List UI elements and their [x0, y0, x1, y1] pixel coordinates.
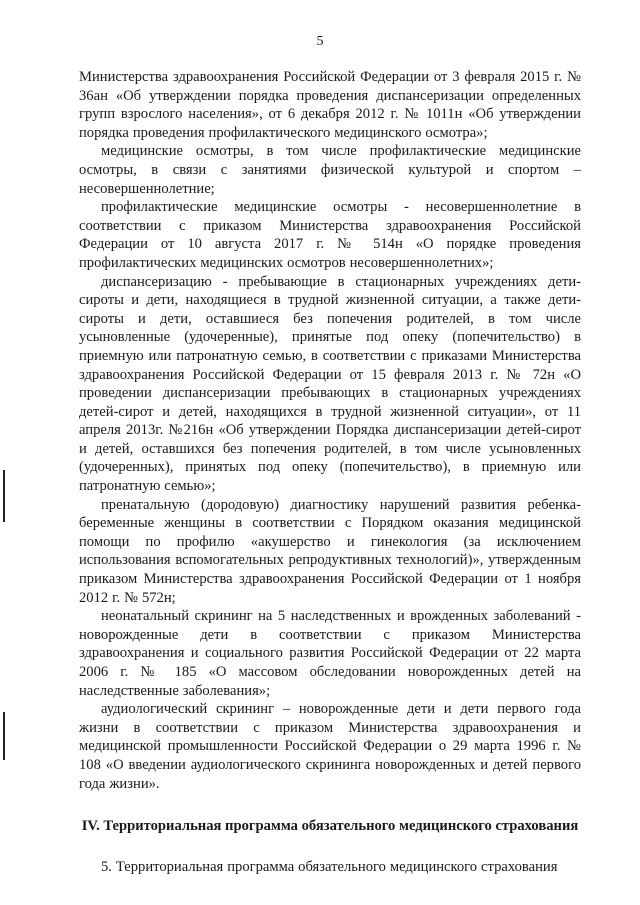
paragraph-section-5: 5. Территориальная программа обязательного медицинского страхования	[101, 858, 558, 875]
section-heading: IV. Территориальная программа обязательного медицинского страхования	[81, 818, 579, 835]
paragraph-neonatal-screening: неонатальный скрининг на 5 наследственных и врожденных заболеваний - новорожденные дети в соответствии с приказом Министерства здравоохранения и социального развития Российской Федерации от 22 марта 2006 г. № 185 «О массовом обследовании новорожденных детей на наследственные заболевания»;	[79, 608, 581, 699]
paragraph-dispensarization-orphans: диспансеризацию - пребывающие в стационарных учреждениях дети-сироты и дети, находящиеся в трудной жизненной ситуации, а также дети-сироты и дети, оставшиеся без попечения родителей, в том числе усыновленные (удочеренные), принятые под опеку (попечительство) в приемную или патронатную семью, в соответствии с приказами Министерства здравоохранения Российской Федерации от 15 февраля 2013 г. № 72н «О проведении диспансеризации пребывающих в стационарных учреждениях детей-сирот и детей, находящихся в трудной жизненной ситуации», от 11 апреля 2013г. №216н «Об утверждении Порядка диспансеризации детей-сирот и детей, оставшихся без попечения родителей, в том числе усыновленных (удочеренных), принятых под опеку (попечительство), в приемную или патронатную семью»;	[79, 273, 581, 495]
document-body	[79, 68, 581, 876]
paragraph-preventive-exams-minors: профилактические медицинские осмотры - несовершеннолетние в соответствии с приказом Министерства здравоохранения Российской Федерации от 10 августа 2017 г. № 514н «О порядке проведения профилактических медицинских осмотров несовершеннолетних»;	[79, 199, 581, 271]
paragraph-prenatal-diagnostics: пренатальную (дородовую) диагностику нарушений развития ребенка-беременные женщины в соответствии с Порядком оказания медицинской помощи по профилю «акушерство и гинекология (за исключением использования вспомогательных репродуктивных технологий)», утвержденным приказом Министерства здравоохранения Российской Федерации от 1 ноября 2012 г. № 572н;	[79, 496, 581, 606]
page-number: 5	[316, 34, 324, 49]
scan-mark-top	[3, 470, 5, 522]
scan-mark-bottom	[3, 712, 5, 760]
paragraph-audiological-screening: аудиологический скрининг – новорожденные дети и дети первого года жизни в соответствии с приказом Министерства здравоохранения и медицинской промышленности Российской Федерации о 29 марта 1996 г. № 108 «О введении аудиологического скрининга новорожденных и детей первого года жизни».	[79, 701, 581, 792]
paragraph-medical-exams-sports: медицинские осмотры, в том числе профилактические медицинские осмотры, в связи с занятиями физической культурой и спортом – несовершеннолетние;	[79, 143, 581, 197]
paragraph-ministry-orders: Министерства здравоохранения Российской Федерации от 3 февраля 2015 г. № 36ан «Об утверждении порядка проведения диспансеризации определенных групп взрослого населения», от 6 декабря 2012 г. № 1011н «Об утверждении порядка проведения профилактического медицинского осмотра»;	[79, 69, 581, 141]
